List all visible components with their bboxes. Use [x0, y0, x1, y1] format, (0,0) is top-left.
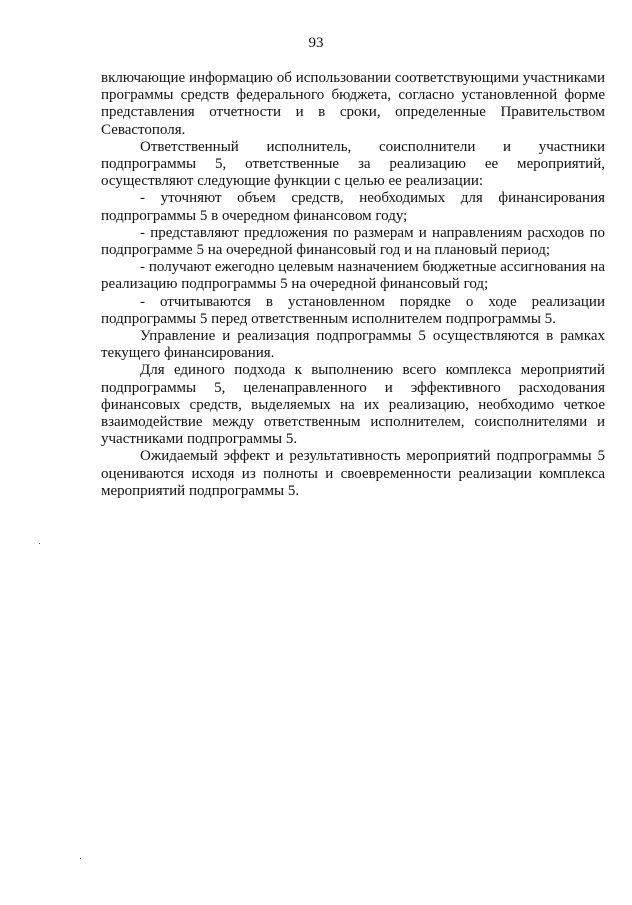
paragraph-responsible-executor: Ответственный исполнитель, соисполнители и участники подпрограммы 5, ответственные за реализацию ее мероприятий, осуществляют следующие функции с целью ее реализации:: [101, 138, 605, 190]
body-text: [101, 70, 605, 500]
paragraph-unified-approach: Для единого подхода к выполнению всего комплекса мероприятий подпрограммы 5, целенаправленного и эффективного расходования финансовых средств, выделяемых на их реализацию, необходимо четкое взаимодействие между ответственным исполнителем, соисполнителями и участниками подпрограммы 5.: [101, 362, 605, 448]
paragraph-management: Управление и реализация подпрограммы 5 осуществляются в рамках текущего финансирования.: [101, 328, 605, 362]
paragraph-budget-info: включающие информацию об использовании соответствующими участниками программы средств федерального бюджета, согласно установленной форме представления отчетности и в сроки, определенные Правительством Севастополя.: [101, 70, 605, 138]
list-item-report-progress: - отчитываются в установленном порядке о ходе реализации подпрограммы 5 перед ответственным исполнителем подпрограммы 5.: [101, 293, 605, 327]
scan-speck: [39, 543, 40, 544]
list-item-receive-allocations: - получают ежегодно целевым назначением бюджетные ассигнования на реализацию подпрограммы 5 на очередной финансовый год;: [101, 259, 605, 293]
scan-speck: [80, 858, 81, 859]
list-item-clarify-funds: - уточняют объем средств, необходимых для финансирования подпрограммы 5 в очередном финансовом году;: [101, 190, 605, 224]
page-number: 93: [308, 35, 324, 51]
list-item-submit-proposals: - представляют предложения по размерам и направлениям расходов по подпрограмме 5 на очередной финансовый год и на плановый период;: [101, 224, 605, 259]
paragraph-expected-effect: Ожидаемый эффект и результативность мероприятий подпрограммы 5 оцениваются исходя из полноты и своевременности реализации комплекса мероприятий подпрограммы 5.: [101, 448, 605, 499]
